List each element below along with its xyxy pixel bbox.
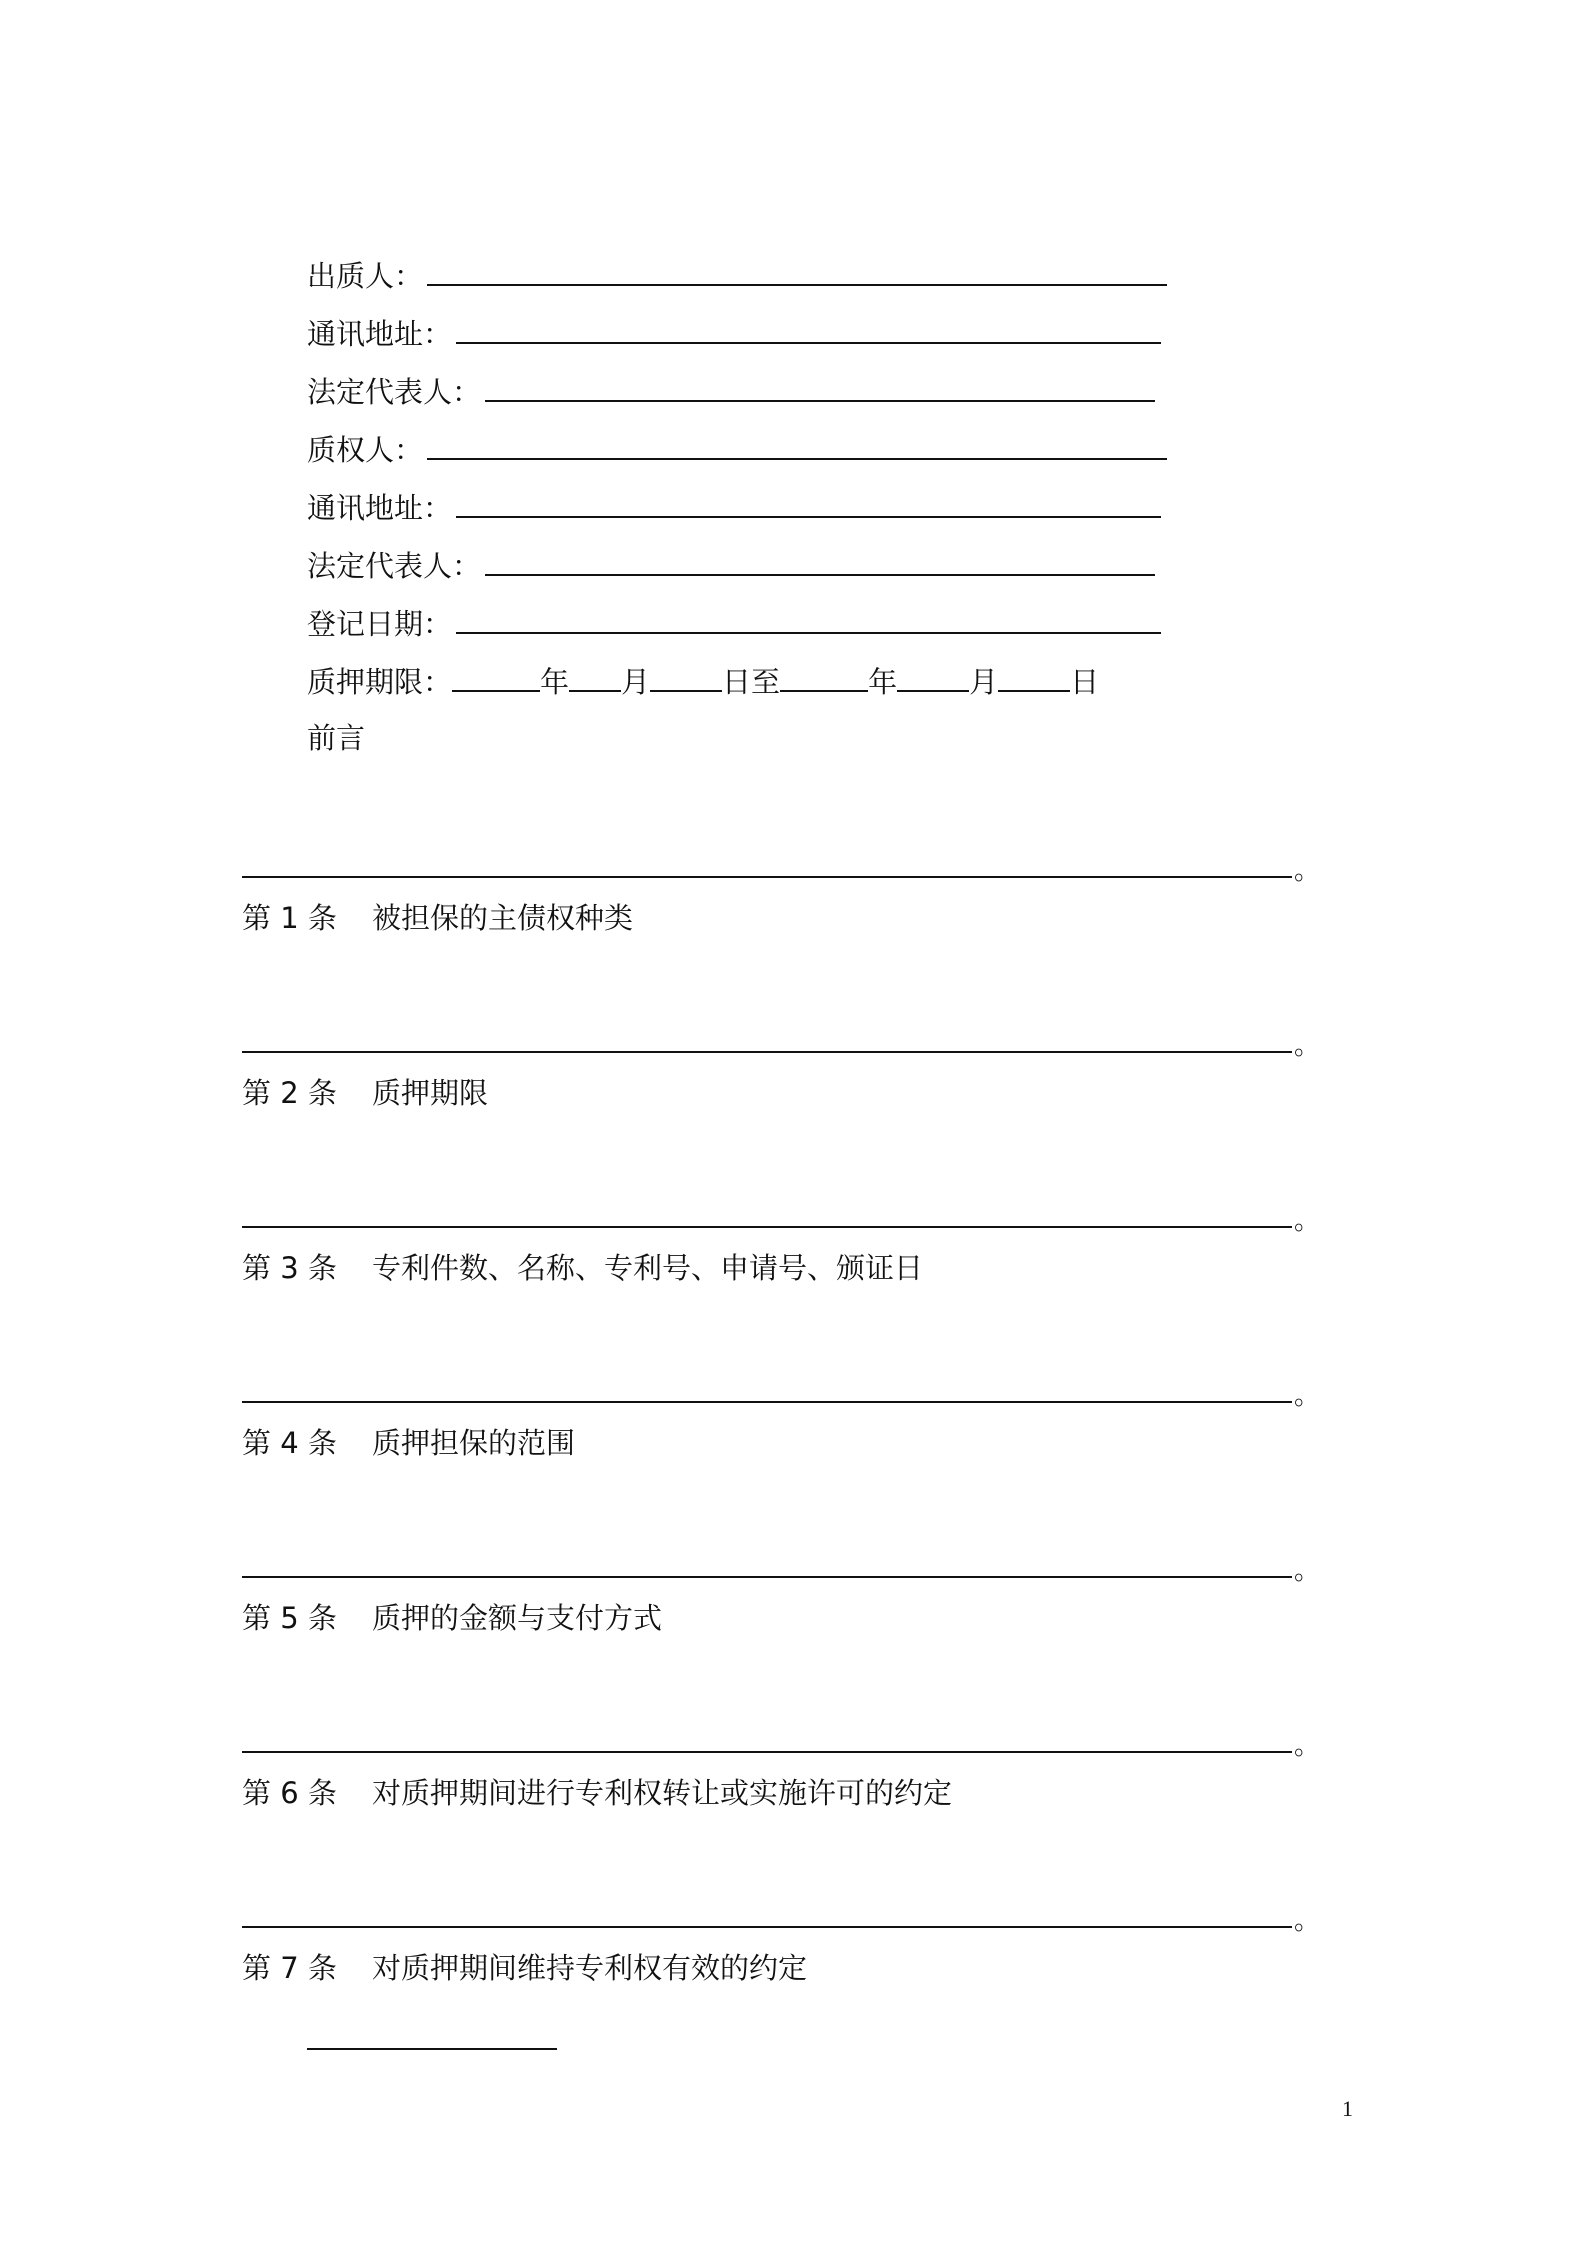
start-day-blank[interactable] <box>650 689 722 692</box>
article-1 <box>242 898 633 938</box>
registration-date-field <box>307 600 1161 644</box>
pledgor-label: 出质人： <box>307 259 424 293</box>
article-6-blank[interactable] <box>242 1750 1292 1753</box>
end-day-blank[interactable] <box>998 689 1070 692</box>
pledgor-field <box>307 252 1167 296</box>
pledgee-representative-blank[interactable] <box>485 573 1155 576</box>
end-year-unit: 年 <box>868 665 898 699</box>
article-2 <box>242 1073 488 1113</box>
pledgee-address-field <box>307 484 1161 528</box>
page-number: 1 <box>1342 2096 1353 2121</box>
article-4-period: 。 <box>1294 1381 1321 1411</box>
article-5-number: 第 5 条 <box>242 1601 337 1635</box>
article-3-blank[interactable] <box>242 1225 1292 1228</box>
pledgee-address-label: 通讯地址： <box>307 491 453 525</box>
pledgor-representative-label: 法定代表人： <box>307 375 482 409</box>
article-7-content-blank[interactable] <box>307 2047 557 2050</box>
start-day-to-unit: 日至 <box>722 665 781 699</box>
pledgor-blank[interactable] <box>427 283 1167 286</box>
start-year-unit: 年 <box>540 665 570 699</box>
registration-date-blank[interactable] <box>456 631 1161 634</box>
start-month-blank[interactable] <box>569 689 621 692</box>
article-1-blank[interactable] <box>242 875 1292 878</box>
pledgee-representative-label: 法定代表人： <box>307 549 482 583</box>
article-6-number: 第 6 条 <box>242 1776 337 1810</box>
article-3-title: 专利件数、名称、专利号、申请号、颁证日 <box>372 1251 924 1285</box>
article-4-title: 质押担保的范围 <box>372 1426 576 1460</box>
end-year-blank[interactable] <box>780 689 868 692</box>
article-2-number: 第 2 条 <box>242 1076 337 1110</box>
pledgee-field <box>307 426 1167 470</box>
article-7-number: 第 7 条 <box>242 1951 337 1985</box>
pledgor-representative-blank[interactable] <box>485 399 1155 402</box>
end-day-unit: 日 <box>1070 665 1100 699</box>
pledgor-address-blank[interactable] <box>456 341 1161 344</box>
pledge-term-label: 质押期限： <box>307 665 453 699</box>
article-7-blank[interactable] <box>242 1925 1292 1928</box>
article-3-period: 。 <box>1294 1206 1321 1236</box>
article-1-title: 被担保的主债权种类 <box>372 901 634 935</box>
article-5-blank[interactable] <box>242 1575 1292 1578</box>
article-4 <box>242 1423 575 1463</box>
article-5 <box>242 1598 662 1638</box>
pledgee-blank[interactable] <box>427 457 1167 460</box>
article-7-period: 。 <box>1294 1906 1321 1936</box>
start-month-unit: 月 <box>621 665 651 699</box>
article-1-number: 第 1 条 <box>242 901 337 935</box>
article-6 <box>242 1773 952 1813</box>
article-3-number: 第 3 条 <box>242 1251 337 1285</box>
preface-heading: 前言 <box>307 721 366 755</box>
article-1-period: 。 <box>1294 856 1321 886</box>
article-5-period: 。 <box>1294 1556 1321 1586</box>
article-7-title: 对质押期间维持专利权有效的约定 <box>372 1951 808 1985</box>
start-year-blank[interactable] <box>452 689 540 692</box>
end-month-blank[interactable] <box>897 689 969 692</box>
pledgor-representative-field <box>307 368 1155 412</box>
article-2-blank[interactable] <box>242 1050 1292 1053</box>
pledgee-label: 质权人： <box>307 433 424 467</box>
end-month-unit: 月 <box>969 665 999 699</box>
pledgee-address-blank[interactable] <box>456 515 1161 518</box>
article-2-title: 质押期限 <box>372 1076 489 1110</box>
article-2-period: 。 <box>1294 1031 1321 1061</box>
registration-date-label: 登记日期： <box>307 607 453 641</box>
pledgee-representative-field <box>307 542 1155 586</box>
article-6-title: 对质押期间进行专利权转让或实施许可的约定 <box>372 1776 953 1810</box>
article-7 <box>242 1948 807 1988</box>
article-3 <box>242 1248 923 1288</box>
article-4-blank[interactable] <box>242 1400 1292 1403</box>
pledge-term-field <box>307 658 1099 702</box>
article-5-title: 质押的金额与支付方式 <box>372 1601 663 1635</box>
pledgor-address-field <box>307 310 1161 354</box>
pledgor-address-label: 通讯地址： <box>307 317 453 351</box>
article-6-period: 。 <box>1294 1731 1321 1761</box>
article-4-number: 第 4 条 <box>242 1426 337 1460</box>
